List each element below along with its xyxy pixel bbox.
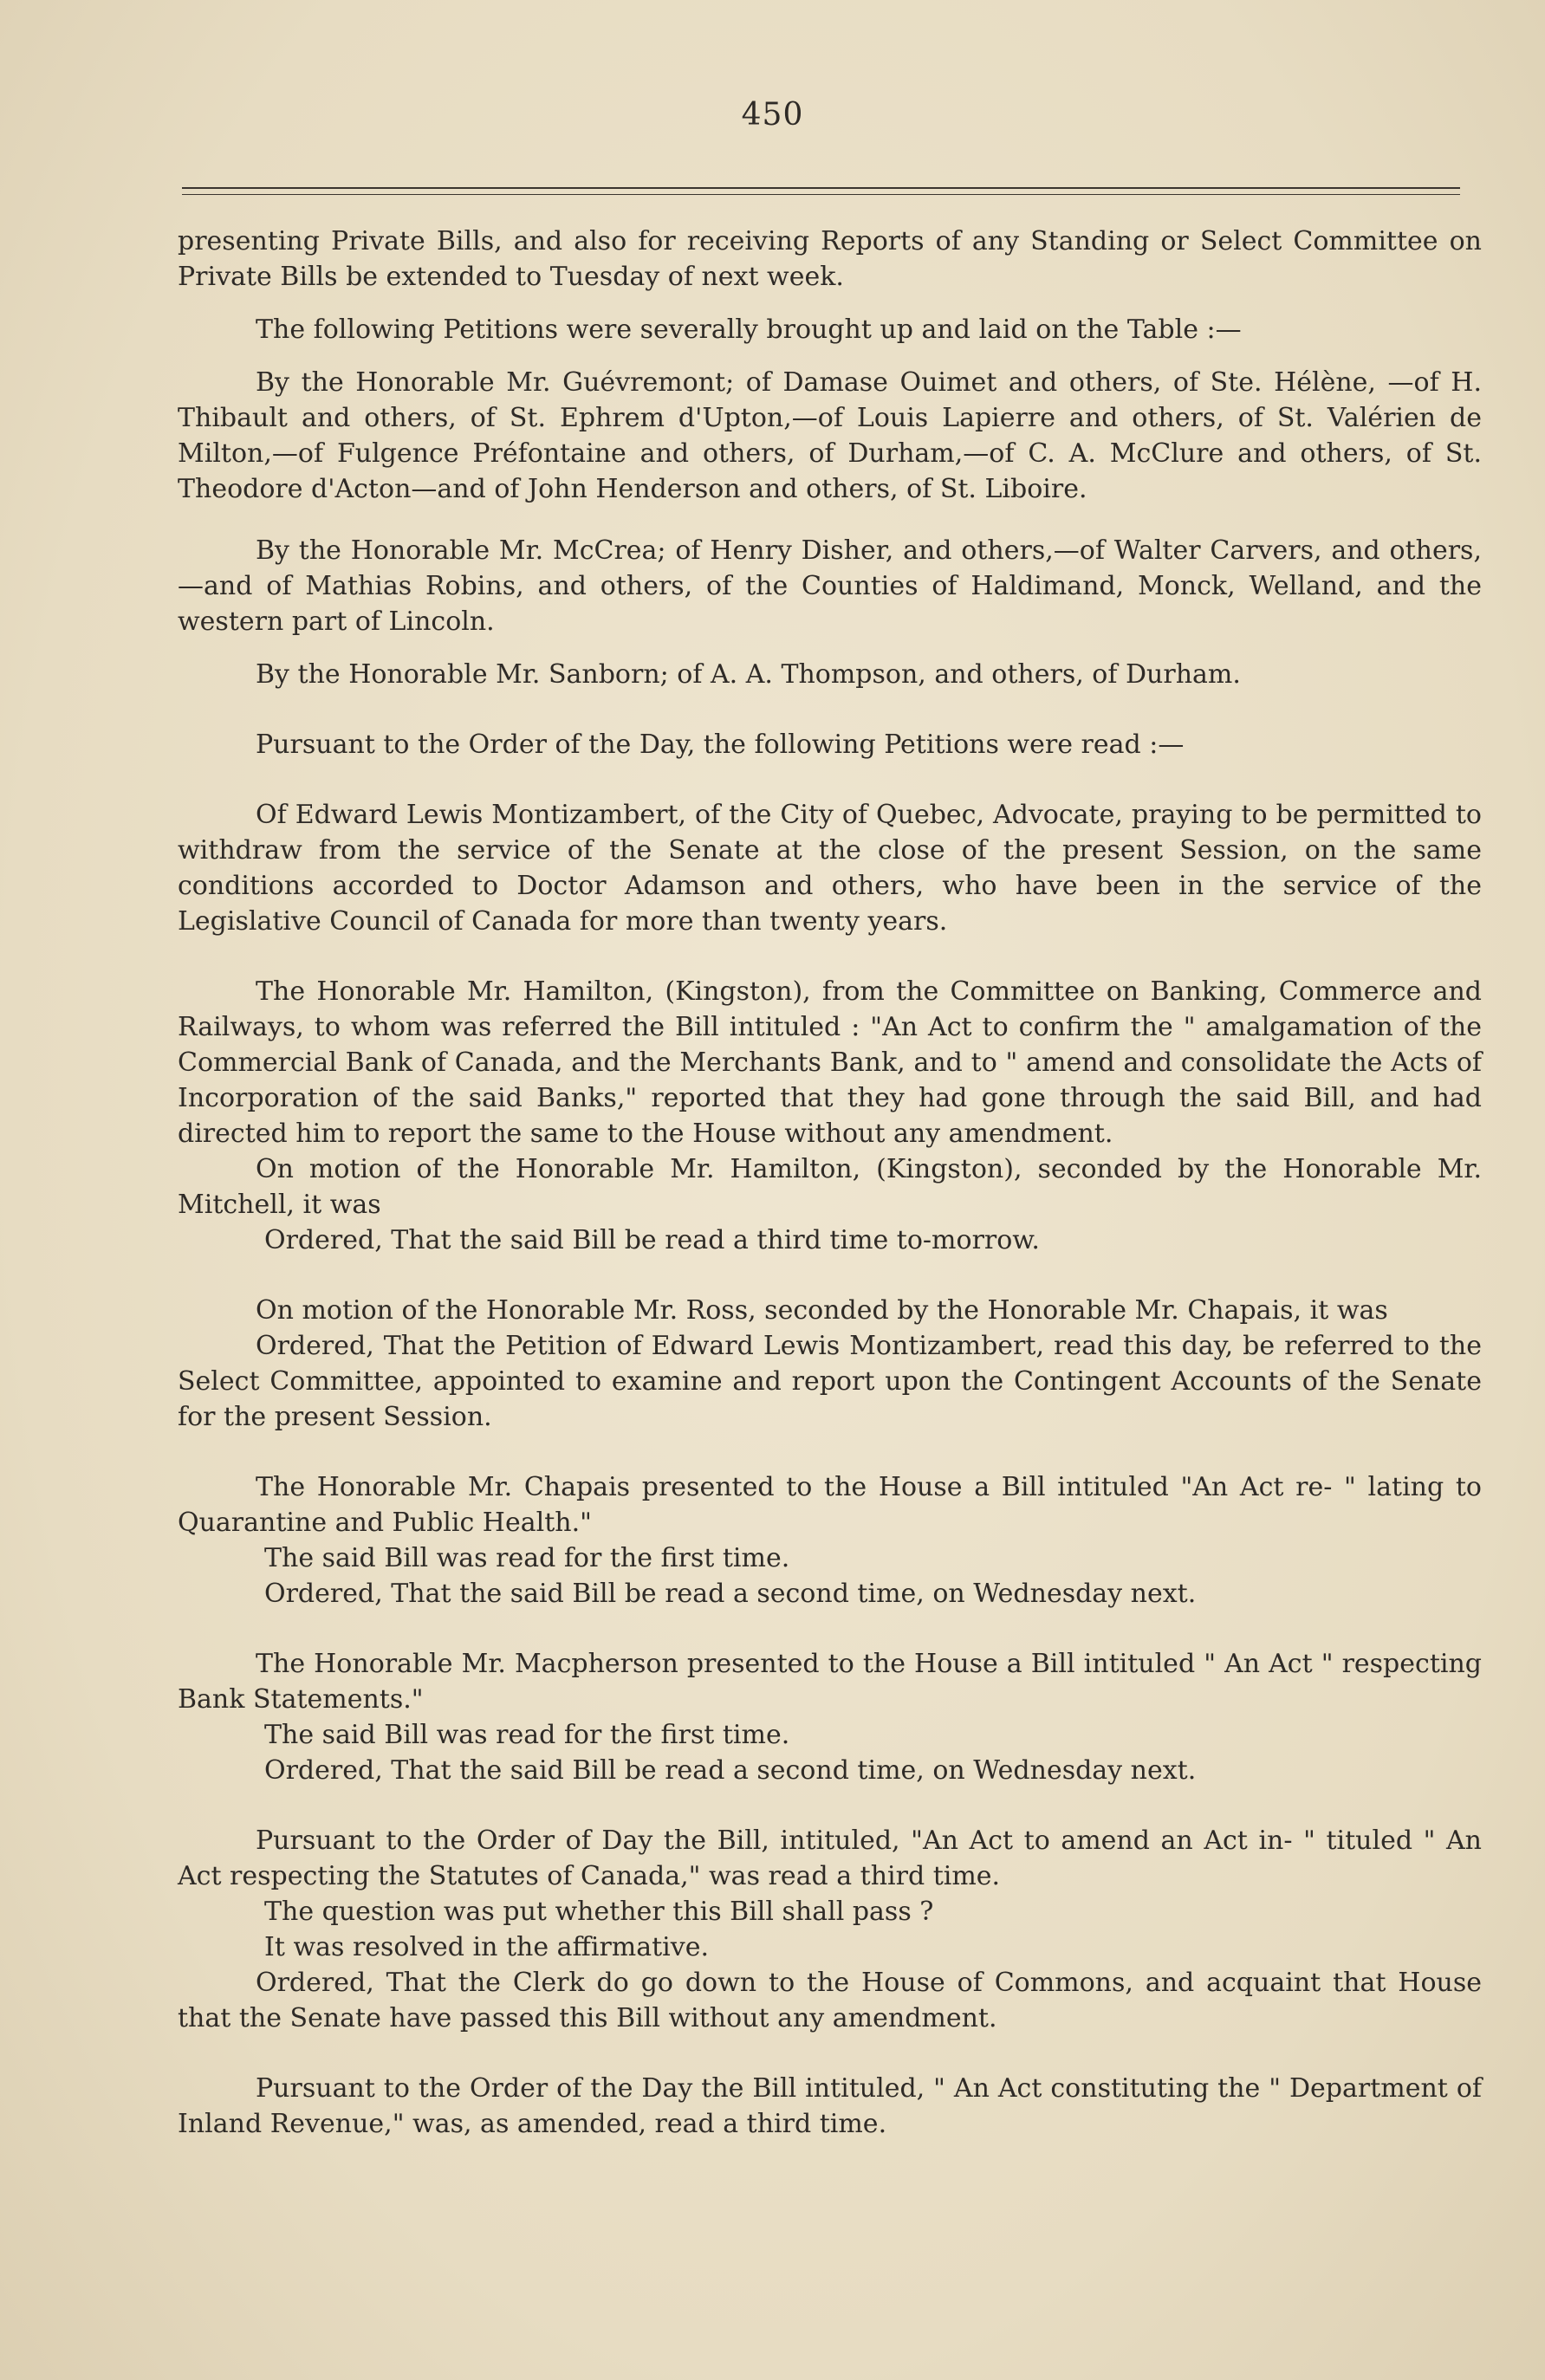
- paragraph: On motion of the Honorable Mr. Ross, seconded by the Honorable Mr. Chapais, it was: [256, 1295, 1388, 1326]
- paragraph: The Honorable Mr. Macpherson presented to the House a Bill intituled " An Act " respecting Bank Statements.": [178, 1649, 1482, 1715]
- page-body: [178, 224, 1482, 2142]
- paragraph: Ordered, That the Petition of Edward Lewis Montizambert, read this day, be referred to the Select Committee, appointed to examine and report upon the Contingent Accounts of the Senate for the present Session.: [178, 1331, 1482, 1432]
- paragraph: presenting Private Bills, and also for receiving Reports of any Standing or Select Committee on Private Bills be extended to Tuesday of next week.: [178, 226, 1482, 292]
- paragraph: The Honorable Mr. Hamilton, (Kingston), from the Committee on Banking, Commerce and Railways, to whom was referred the Bill intituled : "An Act to confirm the " amalgamation of the Commercial Bank of Canada, and the Merchants Bank, and to " amend and consolidate the Acts of Incorporation of the said Banks," reported that they had gone through the said Bill, and had directed him to report the same to the House without any amendment.: [178, 976, 1482, 1149]
- paragraph: Pursuant to the Order of Day the Bill, intituled, "An Act to amend an Act in- " tituled " An Act respecting the Statutes of Canada," was read a third time.: [178, 1826, 1482, 1891]
- header-rule-thin: [182, 194, 1460, 195]
- paragraph: The Honorable Mr. Chapais presented to the House a Bill intituled "An Act re- " lating to Quarantine and Public Health.": [178, 1472, 1482, 1538]
- page-number: 450: [741, 97, 804, 133]
- paragraph: It was resolved in the affirmative.: [264, 1932, 710, 1962]
- paragraph: The following Petitions were severally brought up and laid on the Table :—: [256, 315, 1242, 345]
- paragraph: The said Bill was read for the first time.: [264, 1543, 790, 1573]
- paragraph: Ordered, That the said Bill be read a second time, on Wednesday next.: [264, 1579, 1197, 1609]
- paragraph: The question was put whether this Bill shall pass ?: [264, 1897, 934, 1927]
- paragraph: Of Edward Lewis Montizambert, of the City of Quebec, Advocate, praying to be permitted to withdraw from the service of the Senate at the close of the present Session, on the same conditions accorded to Doctor Adamson and others, who have been in the service of the Legislative Council of Canada for more than twenty years.: [178, 800, 1482, 937]
- paragraph: Ordered, That the said Bill be read a second time, on Wednesday next.: [264, 1755, 1197, 1786]
- paragraph: The said Bill was read for the first time.: [264, 1720, 790, 1750]
- paragraph: By the Honorable Mr. McCrea; of Henry Disher, and others,—of Walter Carvers, and others,—and of Mathias Robins, and others, of the Counties of Haldimand, Monck, Welland, and the western part of Lincoln.: [178, 535, 1482, 637]
- paragraph: By the Honorable Mr. Sanborn; of A. A. Thompson, and others, of Durham.: [256, 659, 1241, 690]
- header-rule: [182, 187, 1460, 189]
- paragraph: Ordered, That the Clerk do go down to the House of Commons, and acquaint that House that the Senate have passed this Bill without any amendment.: [178, 1968, 1482, 2033]
- paragraph: Pursuant to the Order of the Day the Bill intituled, " An Act constituting the " Department of Inland Revenue," was, as amended, read a third time.: [178, 2073, 1482, 2139]
- paragraph: By the Honorable Mr. Guévremont; of Damase Ouimet and others, of Ste. Hélène, —of H. Thibault and others, of St. Ephrem d'Upton,—of Louis Lapierre and others, of St. Valérien de Milton,—of Fulgence Préfontaine and others, of Durham,—of C. A. McClure and others, of St. Theodore d'Acton—and of John Henderson and others, of St. Liboire.: [178, 367, 1482, 504]
- paragraph: Ordered, That the said Bill be read a third time to-morrow.: [264, 1225, 1040, 1255]
- paragraph: Pursuant to the Order of the Day, the following Petitions were read :—: [256, 730, 1185, 760]
- paragraph: On motion of the Honorable Mr. Hamilton, (Kingston), seconded by the Honorable Mr. Mitchell, it was: [178, 1154, 1482, 1220]
